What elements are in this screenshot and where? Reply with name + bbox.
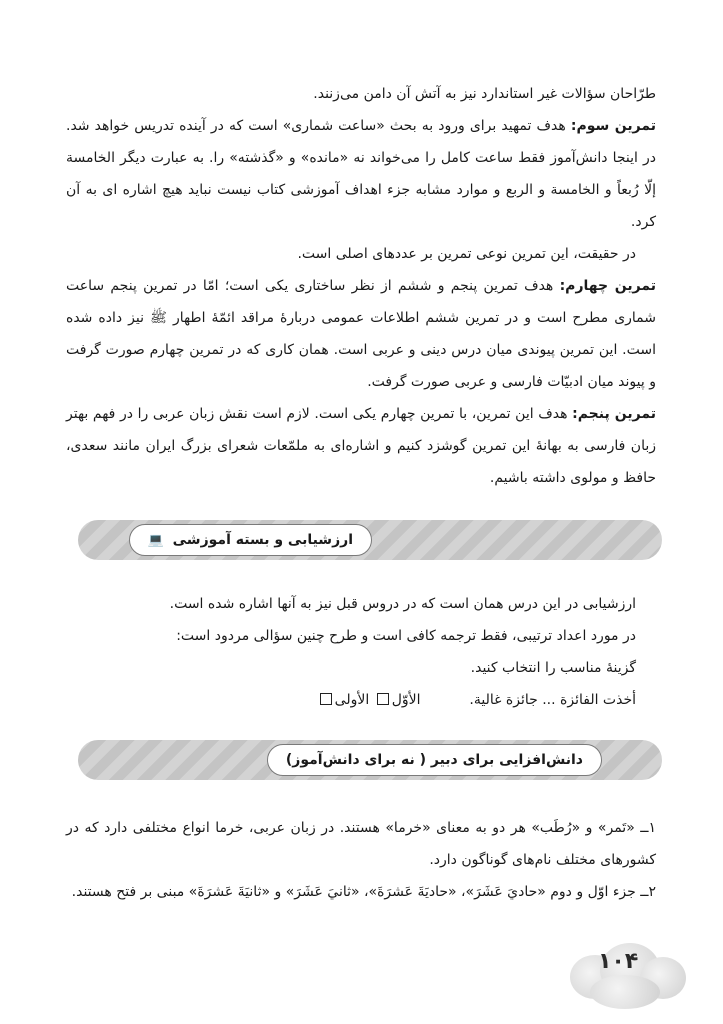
checkbox-icon bbox=[320, 693, 332, 705]
section-banner-teacher bbox=[78, 740, 662, 780]
teacher-notes bbox=[66, 812, 656, 908]
section-title bbox=[129, 524, 372, 556]
exercise-label: تمرین چهارم: bbox=[559, 278, 656, 294]
checkbox-icon bbox=[377, 693, 389, 705]
evaluation-line: گزینهٔ مناسب را انتخاب کنید. bbox=[470, 660, 636, 676]
question-text: أخذت الفائزة ... جائزة غالية. bbox=[469, 692, 636, 708]
paragraph-text: هدف تمهید برای ورود به بحث «ساعت شماری» است که در آینده تدریس خواهد شد. در اینجا دانش‌آموز فقط ساعت کامل را می‌خواند نه «مانده» و «گذشته» را. به عبارت دیگر الخامسة إلّا رُبعاً و الخامسة و الربع و موارد مشابه جزء اهداف آموزشی کتاب نیست نباید هیچ اشاره ای به آن کرد. bbox=[66, 118, 656, 230]
page-number: ۱۰۴ bbox=[598, 949, 639, 974]
section-title bbox=[267, 744, 602, 776]
option-1-label: الأوّل bbox=[391, 692, 421, 708]
evaluation-line: ارزشیابی در این درس همان است که در دروس قبل نیز به آنها اشاره شده است. bbox=[169, 596, 636, 612]
evaluation-text bbox=[66, 588, 636, 716]
exercise-label: تمرین پنجم: bbox=[572, 406, 656, 422]
paragraph-exercise-5 bbox=[66, 398, 656, 494]
note-item: ۱ــ «تَمر» و «رُطَب» هر دو به معنای «خرما» هستند. در زبان عربی، خرما انواع مختلفی دارد که در کشورهای مختلف نام‌های گوناگون دارد. bbox=[66, 820, 656, 868]
laptop-icon: 💻 bbox=[147, 533, 164, 548]
evaluation-line: در مورد اعداد ترتیبی، فقط ترجمه کافی است و طرح چنین سؤالی مردود است: bbox=[176, 628, 636, 644]
page-number-badge bbox=[560, 935, 700, 1015]
paragraph-exercise-3 bbox=[66, 110, 656, 238]
paragraph-text: هدف تمرین پنجم و ششم از نظر ساختاری یکی است؛ امّا در تمرین پنجم ساعت شماری مطرح است و در تمرین ششم اطلاعات عمومی دربارهٔ مراقد ائمّهٔ اطهار ﷺ نیز داده شده است. این تمرین پیوندی میان درس دینی و عربی است. همان کاری که در تمرین چهارم صورت گرفت و پیوند میان ادبیّات فارسی و عربی صورت گرفت. bbox=[66, 278, 656, 390]
paragraph-text: طرّاحان سؤالات غیر استاندارد نیز به آتش آن دامن می‌زنند. bbox=[313, 86, 656, 102]
paragraph-text: هدف این تمرین، با تمرین چهارم یکی است. لازم است نقش زبان عربی را در فهم بهتر زبان فارسی به بهانهٔ این تمرین گوشزد کنیم و اشاره‌ای به ملمّعات شعرای بزرگ ایران مانند سعدی، حافظ و مولوی داشته باشیم. bbox=[66, 406, 656, 486]
paragraph-text: در حقیقت، این تمرین نوعی تمرین بر عددهای اصلی است. bbox=[297, 246, 636, 262]
exercise-label: تمرین سوم: bbox=[570, 118, 656, 134]
paragraph-exercise-4 bbox=[66, 270, 656, 398]
section-title-text: ارزشیابی و بسته آموزشی bbox=[172, 532, 353, 548]
sample-question bbox=[66, 684, 636, 716]
section-banner-evaluation bbox=[78, 520, 662, 560]
paragraph-intro bbox=[66, 78, 656, 110]
note-item: ۲ــ جزء اوّل و دوم «حاديَ عَشَرَ»، «حاديَةَ عَشرَةَ»، «ثانيَ عَشَرَ» و «ثانيَةَ عَشرَةَ» مبنی بر فتح هستند. bbox=[71, 884, 656, 900]
section-title-text: دانش‌افزایی برای دبیر ( نه برای دانش‌آموز) bbox=[285, 752, 583, 768]
paragraph-note bbox=[66, 238, 636, 270]
option-2-label: الأولى bbox=[334, 692, 370, 708]
